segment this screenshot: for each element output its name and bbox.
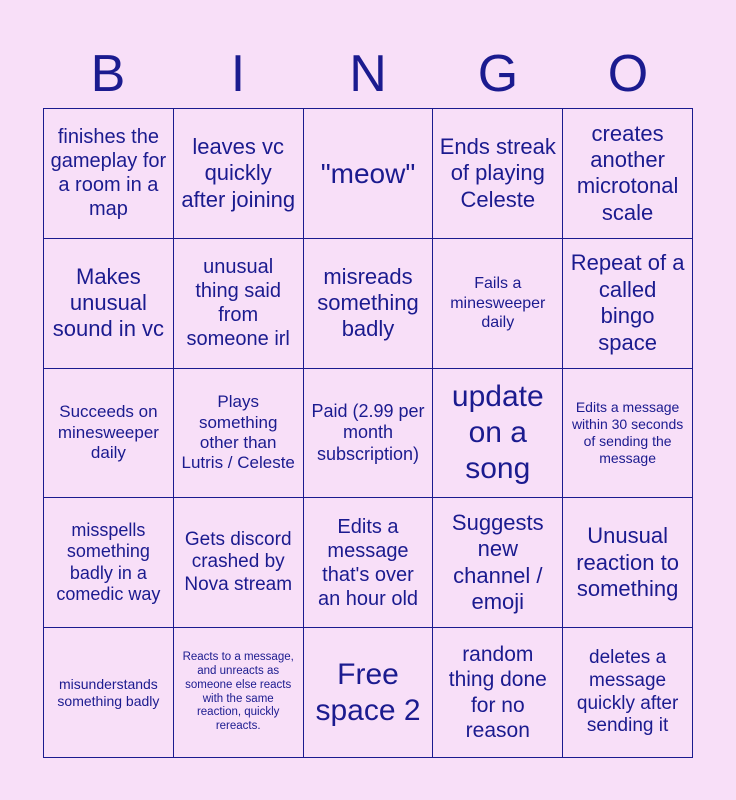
cell-text: Reacts to a message, and unreacts as someone else reacts with the same reaction, quickly rereacts. xyxy=(182,651,294,733)
bingo-cell[interactable] xyxy=(304,109,434,239)
bingo-cell[interactable] xyxy=(433,498,563,628)
cell-text: random thing done for no reason xyxy=(448,643,547,742)
cell-text: Free space 2 xyxy=(315,657,421,727)
cell-text: misreads something badly xyxy=(317,263,419,342)
bingo-cell[interactable] xyxy=(174,369,304,499)
bingo-cell[interactable] xyxy=(44,109,174,239)
header-letter-n: N xyxy=(349,45,387,103)
bingo-cell[interactable] xyxy=(304,498,434,628)
bingo-cell[interactable] xyxy=(44,369,174,499)
cell-text: Makes unusual sound in vc xyxy=(52,263,165,342)
cell-text: finishes the gameplay for a room in a map xyxy=(50,126,167,221)
cell-text: Unusual reaction to something xyxy=(576,523,679,601)
cell-text: deletes a message quickly after sending it xyxy=(576,647,679,737)
cell-text: Repeat of a called bingo space xyxy=(570,250,685,355)
cell-text: update on a song xyxy=(451,379,544,485)
bingo-cell[interactable] xyxy=(433,239,563,369)
bingo-cell[interactable] xyxy=(563,109,693,239)
cell-text: Succeeds on minesweeper daily xyxy=(57,402,159,463)
header-letter-i: I xyxy=(230,45,246,103)
bingo-cell[interactable] xyxy=(304,628,434,758)
cell-text: misunderstands something badly xyxy=(57,675,160,709)
bingo-cell[interactable] xyxy=(44,239,174,369)
cell-text: Fails a minesweeper daily xyxy=(450,275,546,331)
cell-text: Ends streak of playing Celeste xyxy=(439,133,556,212)
bingo-cell[interactable] xyxy=(433,369,563,499)
cell-text: Edits a message that's over an hour old xyxy=(317,515,419,610)
cell-text: Suggests new channel / emoji xyxy=(451,510,544,615)
bingo-cell[interactable] xyxy=(563,239,693,369)
bingo-cell[interactable] xyxy=(433,628,563,758)
cell-text: creates another microtonal scale xyxy=(576,120,679,225)
cell-text: Paid (2.99 per month subscription) xyxy=(311,400,425,464)
cell-text: Edits a message within 30 seconds of sending the message xyxy=(571,399,684,466)
bingo-cell[interactable] xyxy=(44,628,174,758)
bingo-cell[interactable] xyxy=(563,369,693,499)
bingo-board xyxy=(43,108,693,758)
bingo-cell[interactable] xyxy=(174,109,304,239)
bingo-cell[interactable] xyxy=(304,239,434,369)
header-letter-g: G xyxy=(477,45,519,103)
cell-text: leaves vc quickly after joining xyxy=(181,133,296,212)
header-letter-o: O xyxy=(607,45,649,103)
cell-text: Plays something other than Lutris / Celeste xyxy=(181,392,295,473)
bingo-cell[interactable] xyxy=(44,498,174,628)
bingo-cell[interactable] xyxy=(433,109,563,239)
cell-text: unusual thing said from someone irl xyxy=(186,256,290,351)
bingo-cell[interactable] xyxy=(563,498,693,628)
cell-text: misspells something badly in a comedic way xyxy=(56,519,161,605)
bingo-cell[interactable] xyxy=(174,239,304,369)
cell-text: Gets discord crashed by Nova stream xyxy=(184,528,293,596)
header-letter-b: B xyxy=(90,45,126,103)
bingo-cell[interactable] xyxy=(563,628,693,758)
bingo-header xyxy=(43,40,693,108)
bingo-cell[interactable] xyxy=(174,498,304,628)
bingo-cell[interactable] xyxy=(174,628,304,758)
cell-text: "meow" xyxy=(320,157,416,189)
bingo-cell[interactable] xyxy=(304,369,434,499)
